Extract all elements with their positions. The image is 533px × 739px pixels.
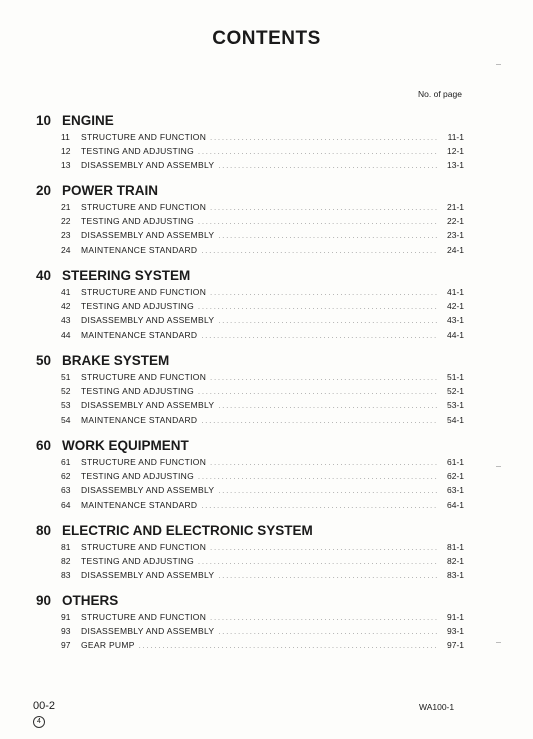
leader-dots — [218, 629, 438, 636]
leader-dots — [201, 333, 438, 340]
entry-page: 81-1 — [446, 542, 464, 552]
entry-page: 12-1 — [446, 146, 464, 157]
entry-number: 42 — [61, 301, 71, 312]
entry-number: 12 — [61, 146, 71, 157]
section-number: 40 — [36, 268, 52, 283]
section-heading — [36, 268, 464, 284]
entry-number: 51 — [61, 372, 71, 382]
entry-page: 13-1 — [446, 160, 464, 171]
toc-entry[interactable] — [36, 216, 464, 230]
entry-page: 23-1 — [446, 230, 464, 241]
leader-dots — [210, 615, 438, 622]
leader-dots — [139, 643, 438, 650]
entry-title: MAINTENANCE STANDARD — [81, 244, 198, 255]
section-heading — [36, 113, 464, 129]
margin-tick — [496, 466, 501, 467]
entry-page: 52-1 — [446, 386, 464, 397]
page-title: CONTENTS — [212, 28, 321, 49]
toc-entry[interactable] — [36, 400, 464, 414]
entry-number: 81 — [61, 542, 71, 552]
entry-page: 53-1 — [446, 400, 464, 411]
section-number: 50 — [36, 353, 52, 368]
toc-entry[interactable] — [36, 202, 464, 216]
leader-dots — [198, 304, 438, 311]
toc-entry[interactable] — [36, 132, 464, 146]
entry-number: 23 — [61, 230, 71, 241]
leader-dots — [198, 149, 438, 156]
toc-entry[interactable] — [36, 315, 464, 329]
entry-number: 43 — [61, 315, 71, 326]
toc-entry[interactable] — [36, 415, 464, 429]
leader-dots — [210, 290, 438, 297]
entry-number: 63 — [61, 485, 71, 496]
entry-title: TESTING AND ADJUSTING — [81, 471, 195, 482]
leader-dots — [201, 248, 438, 255]
entry-page: 41-1 — [446, 287, 464, 297]
section-title: POWER TRAIN — [62, 183, 158, 198]
entry-page: 83-1 — [446, 570, 464, 581]
entry-title: TESTING AND ADJUSTING — [81, 301, 195, 312]
section-steering-system — [36, 268, 464, 344]
entry-title: DISASSEMBLY AND ASSEMBLY — [81, 485, 215, 496]
toc-entry[interactable] — [36, 640, 464, 654]
footer-page-number: 00-2 — [33, 700, 56, 712]
entry-title: STRUCTURE AND FUNCTION — [81, 202, 207, 212]
entry-title: STRUCTURE AND FUNCTION — [81, 612, 207, 622]
toc-entry[interactable] — [36, 330, 464, 344]
entry-page: 21-1 — [446, 202, 464, 212]
toc-entry[interactable] — [36, 160, 464, 174]
toc-entry[interactable] — [36, 146, 464, 160]
entry-title: TESTING AND ADJUSTING — [81, 146, 195, 157]
entry-page: 11-1 — [447, 132, 464, 142]
entry-number: 82 — [61, 556, 71, 567]
leader-dots — [210, 545, 438, 552]
entry-title: DISASSEMBLY AND ASSEMBLY — [81, 626, 215, 637]
entry-page: 22-1 — [446, 216, 464, 227]
section-heading — [36, 593, 464, 609]
entry-title: TESTING AND ADJUSTING — [81, 556, 195, 567]
entry-title: TESTING AND ADJUSTING — [81, 216, 195, 227]
leader-dots — [218, 318, 438, 325]
leader-dots — [218, 233, 438, 240]
toc-entry[interactable] — [36, 457, 464, 471]
section-title: BRAKE SYSTEM — [62, 353, 170, 368]
section-title: ENGINE — [62, 113, 114, 128]
section-work-equipment — [36, 438, 464, 514]
entry-title: DISASSEMBLY AND ASSEMBLY — [81, 160, 215, 171]
entry-title: STRUCTURE AND FUNCTION — [81, 457, 207, 467]
entry-page: 51-1 — [446, 372, 464, 382]
leader-dots — [210, 135, 438, 142]
entry-page: 64-1 — [446, 499, 464, 510]
entry-number: 97 — [61, 640, 71, 651]
entry-number: 93 — [61, 626, 71, 637]
margin-tick — [496, 642, 501, 643]
section-number: 90 — [36, 593, 52, 608]
entry-page: 61-1 — [446, 457, 464, 467]
section-title: STEERING SYSTEM — [62, 268, 191, 283]
entry-number: 11 — [61, 132, 70, 142]
section-number: 20 — [36, 183, 52, 198]
section-number: 10 — [36, 113, 52, 128]
section-others — [36, 593, 464, 655]
leader-dots — [218, 403, 438, 410]
entry-title: DISASSEMBLY AND ASSEMBLY — [81, 400, 215, 411]
entry-title: GEAR PUMP — [81, 640, 135, 651]
section-heading — [36, 183, 464, 199]
leader-dots — [218, 163, 438, 170]
entry-number: 21 — [61, 202, 71, 212]
entry-title: MAINTENANCE STANDARD — [81, 414, 198, 425]
entry-title: STRUCTURE AND FUNCTION — [81, 542, 207, 552]
entry-number: 62 — [61, 471, 71, 482]
entry-page: 43-1 — [446, 315, 464, 326]
section-electric-and-electronic-system — [36, 523, 464, 585]
leader-dots — [201, 418, 438, 425]
toc-entry[interactable] — [36, 230, 464, 244]
toc-entry[interactable] — [36, 471, 464, 485]
toc-entry[interactable] — [36, 287, 464, 301]
entry-number: 52 — [61, 386, 71, 397]
section-heading — [36, 523, 464, 539]
entry-number: 22 — [61, 216, 71, 227]
leader-dots — [198, 474, 438, 481]
leader-dots — [210, 205, 438, 212]
entry-number: 44 — [61, 329, 71, 340]
section-engine — [36, 113, 464, 175]
entry-number: 64 — [61, 499, 71, 510]
toc-entry[interactable] — [36, 570, 464, 584]
section-number: 80 — [36, 523, 52, 538]
entry-page: 63-1 — [446, 485, 464, 496]
leader-dots — [198, 559, 438, 566]
entry-title: MAINTENANCE STANDARD — [81, 329, 198, 340]
toc-entry[interactable] — [36, 626, 464, 640]
toc-entry[interactable] — [36, 485, 464, 499]
entry-title: MAINTENANCE STANDARD — [81, 499, 198, 510]
toc-entry[interactable] — [36, 245, 464, 259]
entry-number: 53 — [61, 400, 71, 411]
entry-title: DISASSEMBLY AND ASSEMBLY — [81, 230, 215, 241]
leader-dots — [210, 375, 438, 382]
entry-title: DISASSEMBLY AND ASSEMBLY — [81, 315, 215, 326]
entry-title: DISASSEMBLY AND ASSEMBLY — [81, 570, 215, 581]
entry-title: STRUCTURE AND FUNCTION — [81, 132, 207, 142]
entry-page: 82-1 — [446, 556, 464, 567]
toc-entry[interactable] — [36, 372, 464, 386]
entry-title: STRUCTURE AND FUNCTION — [81, 372, 207, 382]
leader-dots — [198, 219, 438, 226]
revision-circle-icon: 4 — [33, 716, 45, 728]
entry-number: 91 — [61, 612, 71, 622]
section-number: 60 — [36, 438, 52, 453]
toc-entry[interactable] — [36, 612, 464, 626]
section-brake-system — [36, 353, 464, 429]
section-title: WORK EQUIPMENT — [62, 438, 189, 453]
section-title: OTHERS — [62, 593, 119, 608]
toc-entry[interactable] — [36, 500, 464, 514]
entry-page: 93-1 — [446, 626, 464, 637]
entry-title: TESTING AND ADJUSTING — [81, 386, 195, 397]
entry-page: 97-1 — [446, 640, 464, 651]
section-heading — [36, 438, 464, 454]
section-heading — [36, 353, 464, 369]
leader-dots — [218, 488, 438, 495]
section-power-train — [36, 183, 464, 259]
leader-dots — [201, 503, 438, 510]
toc-entry[interactable] — [36, 542, 464, 556]
entry-number: 54 — [61, 414, 71, 425]
entry-number: 13 — [61, 160, 71, 171]
entry-title: STRUCTURE AND FUNCTION — [81, 287, 207, 297]
entry-number: 83 — [61, 570, 71, 581]
entry-number: 24 — [61, 244, 71, 255]
footer-model: WA100-1 — [419, 702, 455, 712]
leader-dots — [198, 389, 438, 396]
no-of-page-label: No. of page — [418, 89, 462, 99]
entry-page: 44-1 — [446, 329, 464, 340]
section-title: ELECTRIC AND ELECTRONIC SYSTEM — [62, 523, 313, 538]
entry-page: 54-1 — [446, 414, 464, 425]
entry-number: 41 — [61, 287, 71, 297]
toc-entry[interactable] — [36, 301, 464, 315]
leader-dots — [210, 460, 438, 467]
entry-page: 24-1 — [446, 244, 464, 255]
leader-dots — [218, 573, 438, 580]
toc-entry[interactable] — [36, 386, 464, 400]
entry-number: 61 — [61, 457, 71, 467]
entry-page: 42-1 — [446, 301, 464, 312]
margin-tick — [496, 64, 501, 65]
entry-page: 91-1 — [446, 612, 464, 622]
entry-page: 62-1 — [446, 471, 464, 482]
toc-entry[interactable] — [36, 556, 464, 570]
